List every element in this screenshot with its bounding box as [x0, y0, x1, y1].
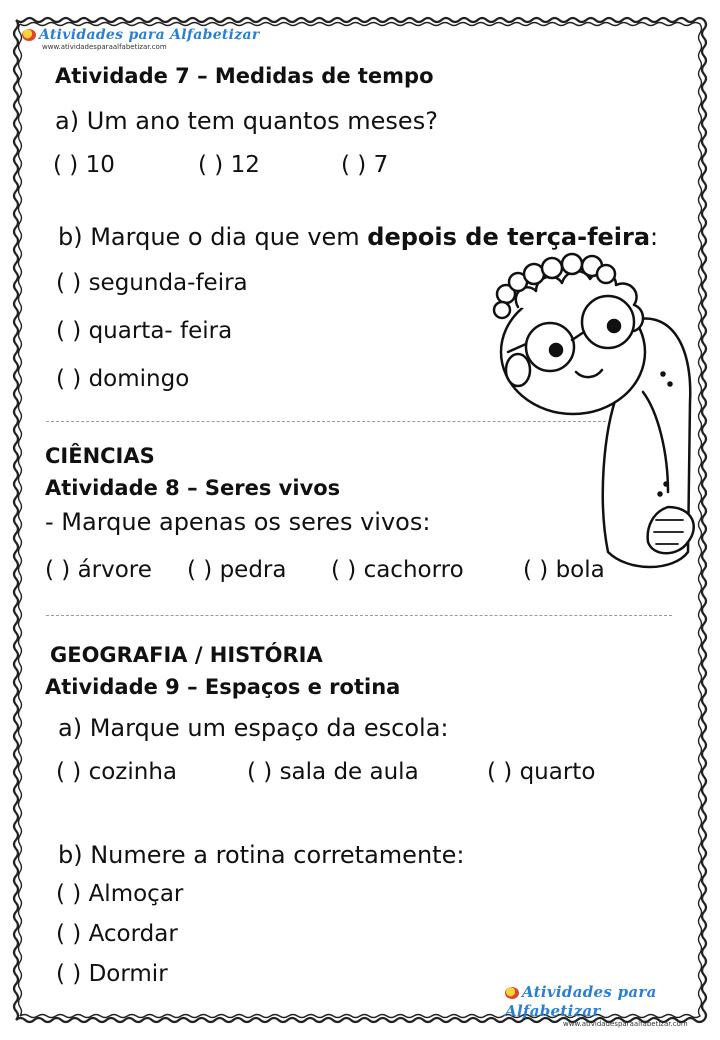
instruction-8: - Marque apenas os seres vivos:: [45, 508, 431, 536]
header-logo-url: www.atividadesparaalfabetizar.com: [42, 43, 167, 51]
footer-logo: Atividades para Alfabetizar www.atividadesparaalfabetizar.com: [505, 982, 720, 1028]
option-8-bola[interactable]: ( ) bola: [523, 557, 605, 583]
question-7b-colon: :: [650, 223, 659, 251]
header-logo: Atividades para Alfabetizar www.atividadesparaalfabetizar.com: [22, 24, 260, 51]
option-9a-cozinha[interactable]: ( ) cozinha: [56, 759, 177, 785]
option-7b-domingo[interactable]: ( ) domingo: [56, 366, 190, 392]
option-7b-quarta[interactable]: ( ) quarta- feira: [56, 318, 233, 344]
question-7b-emphasis: depois de terça-feira: [367, 223, 651, 251]
option-7b-segunda[interactable]: ( ) segunda-feira: [56, 270, 248, 296]
option-9b-acordar[interactable]: ( ) Acordar: [56, 921, 178, 947]
question-7b-text: b) Marque o dia que vem: [58, 223, 368, 251]
footer-logo-url: www.atividadesparaalfabetizar.com: [563, 1020, 688, 1028]
option-9b-dormir[interactable]: ( ) Dormir: [56, 961, 168, 987]
option-7a-10[interactable]: ( ) 10: [53, 152, 115, 178]
atividade-9-title: Atividade 9 – Espaços e rotina: [45, 675, 401, 699]
atividade-7-title: Atividade 7 – Medidas de tempo: [55, 64, 434, 88]
ladybug-icon: [22, 29, 36, 41]
option-7a-7[interactable]: ( ) 7: [341, 152, 389, 178]
option-9b-almocar[interactable]: ( ) Almoçar: [56, 881, 184, 907]
question-9a: a) Marque um espaço da escola:: [58, 714, 449, 742]
question-7b: [58, 225, 658, 249]
section-divider: [46, 615, 672, 616]
option-8-arvore[interactable]: ( ) árvore: [45, 557, 152, 583]
option-9a-quarto[interactable]: ( ) quarto: [487, 759, 596, 785]
question-7a: a) Um ano tem quantos meses?: [55, 107, 438, 135]
ladybug-icon: [505, 987, 519, 999]
option-8-cachorro[interactable]: ( ) cachorro: [331, 557, 464, 583]
subject-ciencias: CIÊNCIAS: [45, 444, 155, 468]
question-9b: b) Numere a rotina corretamente:: [58, 841, 465, 869]
subject-geografia-historia: GEOGRAFIA / HISTÓRIA: [50, 643, 323, 667]
atividade-8-title: Atividade 8 – Seres vivos: [45, 476, 341, 500]
option-9a-sala[interactable]: ( ) sala de aula: [247, 759, 419, 785]
cartoon-character-illustration: [478, 252, 708, 582]
option-8-pedra[interactable]: ( ) pedra: [187, 557, 287, 583]
option-7a-12[interactable]: ( ) 12: [198, 152, 260, 178]
